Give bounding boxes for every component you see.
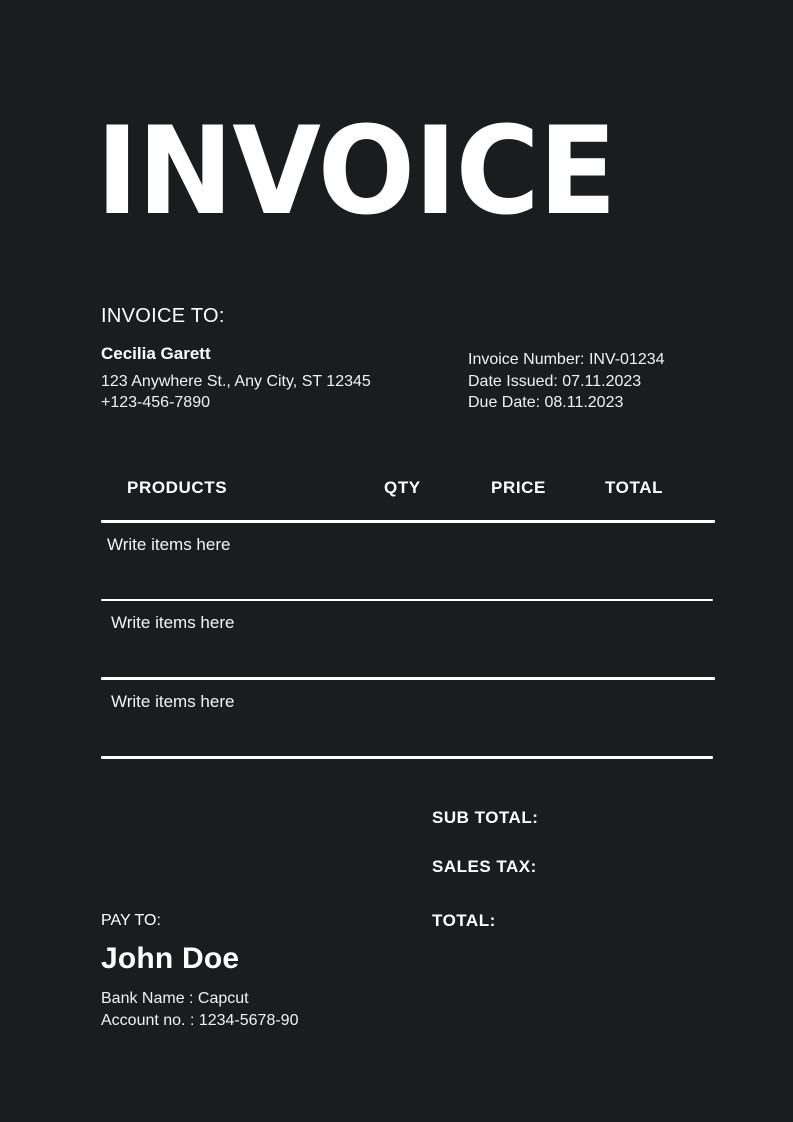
- column-header-price: PRICE: [491, 478, 546, 497]
- pay-to-account-no: Account no. : 1234-5678-90: [101, 1012, 299, 1029]
- bill-to-phone: +123-456-7890: [101, 394, 210, 411]
- bill-to-name: Cecilia Garett: [101, 344, 211, 363]
- bill-to-block: [101, 305, 501, 413]
- table-row[interactable]: [101, 601, 715, 677]
- date-issued: Date Issued: 07.11.2023: [468, 372, 642, 390]
- bill-to-address: 123 Anywhere St., Any City, ST 12345: [101, 373, 371, 390]
- totals-block: [432, 808, 538, 931]
- line-items-table: [101, 478, 715, 759]
- line-item-product: Write items here: [111, 613, 235, 632]
- bill-to-label: INVOICE TO:: [101, 305, 225, 327]
- total-label: TOTAL:: [432, 911, 496, 930]
- pay-to-block: [101, 912, 298, 1032]
- table-row-divider: [101, 756, 713, 759]
- table-row[interactable]: [101, 523, 715, 599]
- column-header-products: PRODUCTS: [127, 478, 228, 497]
- column-header-total: TOTAL: [605, 478, 664, 497]
- due-date: Due Date: 08.11.2023: [468, 394, 624, 411]
- pay-to-label: PAY TO:: [101, 912, 161, 929]
- sales-tax-label: SALES TAX:: [432, 857, 537, 876]
- page-title: INVOICE: [96, 101, 616, 242]
- column-header-qty: QTY: [384, 478, 421, 497]
- invoice-number: Invoice Number: INV-01234: [468, 351, 665, 368]
- table-header-row: [101, 478, 715, 520]
- line-item-product: Write items here: [111, 692, 235, 711]
- table-row[interactable]: [101, 680, 715, 756]
- line-item-product: Write items here: [107, 535, 231, 554]
- pay-to-bank-name: Bank Name : Capcut: [101, 990, 249, 1007]
- sub-total-label: SUB TOTAL:: [432, 808, 539, 827]
- pay-to-name: John Doe: [101, 942, 240, 975]
- invoice-meta-block: [468, 349, 748, 414]
